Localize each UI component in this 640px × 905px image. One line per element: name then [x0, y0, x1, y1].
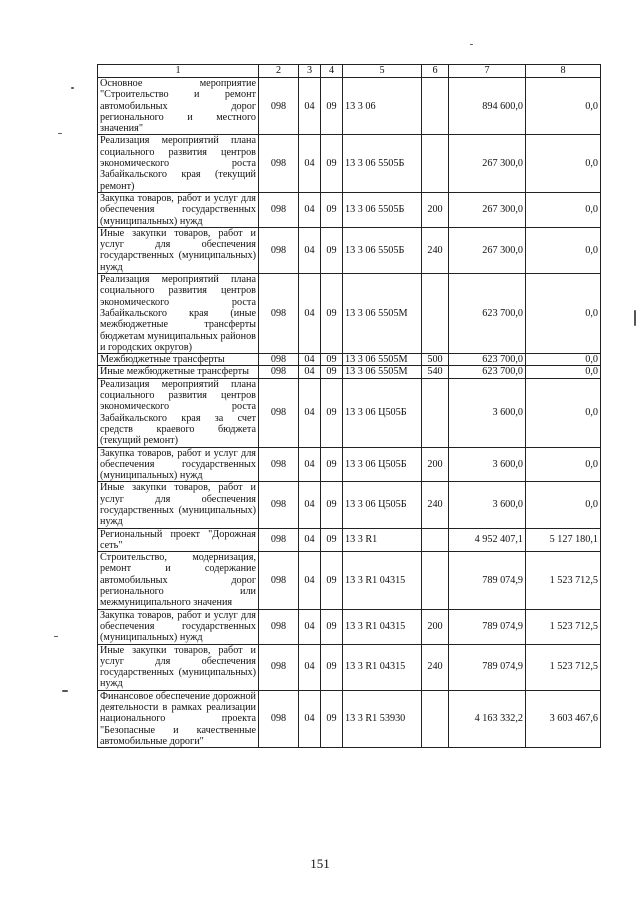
amount-year-2: 0,0: [526, 482, 601, 528]
grbs-code: 098: [259, 354, 299, 366]
expense-type-code: 200: [422, 447, 449, 482]
grbs-code: 098: [259, 192, 299, 227]
row-label: Финансовое обеспечение дорожной деятельности в рамках реализации национального проекта "Безопасные и качественные автомобильные дороги": [98, 690, 259, 747]
table-row: [98, 354, 601, 366]
amount-year-1: 789 074,9: [449, 552, 526, 609]
amount-year-2: 0,0: [526, 274, 601, 354]
table-row: [98, 78, 601, 135]
subsection-code: 09: [321, 274, 343, 354]
scan-mark: [71, 87, 74, 89]
amount-year-2: 1 523 712,5: [526, 644, 601, 690]
grbs-code: 098: [259, 227, 299, 273]
column-header: 3: [299, 65, 321, 78]
column-header: 6: [422, 65, 449, 78]
amount-year-2: 0,0: [526, 192, 601, 227]
target-article-code: 13 3 06 5505М: [343, 354, 422, 366]
amount-year-1: 623 700,0: [449, 354, 526, 366]
amount-year-1: 3 600,0: [449, 447, 526, 482]
table-row: [98, 227, 601, 273]
subsection-code: 09: [321, 354, 343, 366]
target-article-code: 13 3 06 5505М: [343, 366, 422, 378]
budget-table: [97, 64, 601, 748]
amount-year-2: 1 523 712,5: [526, 609, 601, 644]
scan-mark: [62, 690, 68, 692]
expense-type-code: 200: [422, 192, 449, 227]
section-code: 04: [299, 447, 321, 482]
scan-mark: [58, 133, 62, 134]
amount-year-1: 623 700,0: [449, 366, 526, 378]
amount-year-2: 0,0: [526, 78, 601, 135]
table-row: [98, 135, 601, 192]
section-code: 04: [299, 644, 321, 690]
grbs-code: 098: [259, 690, 299, 747]
amount-year-2: 1 523 712,5: [526, 552, 601, 609]
target-article-code: 13 3 06 Ц505Б: [343, 378, 422, 447]
target-article-code: 13 3 06 5505М: [343, 274, 422, 354]
expense-type-code: 240: [422, 227, 449, 273]
section-code: 04: [299, 552, 321, 609]
table-row: [98, 609, 601, 644]
subsection-code: 09: [321, 552, 343, 609]
target-article-code: 13 3 06: [343, 78, 422, 135]
table-row: [98, 552, 601, 609]
amount-year-1: 789 074,9: [449, 609, 526, 644]
amount-year-1: 267 300,0: [449, 135, 526, 192]
expense-type-code: 200: [422, 609, 449, 644]
amount-year-2: 0,0: [526, 378, 601, 447]
expense-type-code: [422, 274, 449, 354]
scan-mark: [470, 44, 473, 45]
column-header: 8: [526, 65, 601, 78]
grbs-code: 098: [259, 366, 299, 378]
subsection-code: 09: [321, 482, 343, 528]
amount-year-1: 623 700,0: [449, 274, 526, 354]
table-row: [98, 378, 601, 447]
target-article-code: 13 3 R1: [343, 528, 422, 552]
row-label: Закупка товаров, работ и услуг для обеспечения государственных (муниципальных) нужд: [98, 609, 259, 644]
subsection-code: 09: [321, 528, 343, 552]
amount-year-1: 267 300,0: [449, 227, 526, 273]
subsection-code: 09: [321, 690, 343, 747]
grbs-code: 098: [259, 552, 299, 609]
amount-year-2: 3 603 467,6: [526, 690, 601, 747]
row-label: Иные закупки товаров, работ и услуг для обеспечения государственных (муниципальных) нужд: [98, 227, 259, 273]
scan-mark: [54, 636, 58, 637]
row-label: Реализация мероприятий плана социального развития центров экономического роста Забайкальского края за счет средств краевого бюджета (текущий ремонт): [98, 378, 259, 447]
subsection-code: 09: [321, 135, 343, 192]
table-row: [98, 274, 601, 354]
amount-year-1: 894 600,0: [449, 78, 526, 135]
subsection-code: 09: [321, 192, 343, 227]
expense-type-code: 240: [422, 482, 449, 528]
table-row: [98, 366, 601, 378]
row-label: Иные межбюджетные трансферты: [98, 366, 259, 378]
row-label: Межбюджетные трансферты: [98, 354, 259, 366]
column-header: 5: [343, 65, 422, 78]
section-code: 04: [299, 78, 321, 135]
amount-year-2: 0,0: [526, 366, 601, 378]
expense-type-code: [422, 135, 449, 192]
target-article-code: 13 3 06 5505Б: [343, 192, 422, 227]
amount-year-2: 0,0: [526, 447, 601, 482]
row-label: Региональный проект "Дорожная сеть": [98, 528, 259, 552]
section-code: 04: [299, 366, 321, 378]
table-row: [98, 482, 601, 528]
section-code: 04: [299, 192, 321, 227]
expense-type-code: [422, 552, 449, 609]
subsection-code: 09: [321, 227, 343, 273]
subsection-code: 09: [321, 644, 343, 690]
target-article-code: 13 3 R1 04315: [343, 609, 422, 644]
grbs-code: 098: [259, 482, 299, 528]
target-article-code: 13 3 R1 53930: [343, 690, 422, 747]
amount-year-1: 267 300,0: [449, 192, 526, 227]
grbs-code: 098: [259, 274, 299, 354]
row-label: Основное мероприятие "Строительство и ремонт автомобильных дорог регионального и местного значения": [98, 78, 259, 135]
table-row: [98, 447, 601, 482]
scan-mark: [634, 310, 636, 326]
section-code: 04: [299, 135, 321, 192]
section-code: 04: [299, 378, 321, 447]
row-label: Закупка товаров, работ и услуг для обеспечения государственных (муниципальных) нужд: [98, 447, 259, 482]
column-header: 1: [98, 65, 259, 78]
amount-year-2: 0,0: [526, 135, 601, 192]
table-header-row: [98, 65, 601, 78]
table-row: [98, 644, 601, 690]
amount-year-1: 4 952 407,1: [449, 528, 526, 552]
expense-type-code: [422, 378, 449, 447]
grbs-code: 098: [259, 378, 299, 447]
subsection-code: 09: [321, 378, 343, 447]
amount-year-1: 3 600,0: [449, 482, 526, 528]
column-header: 2: [259, 65, 299, 78]
row-label: Строительство, модернизация, ремонт и содержание автомобильных дорог регионального или межмуниципального значения: [98, 552, 259, 609]
row-label: Реализация мероприятий плана социального развития центров экономического роста Забайкальского края (текущий ремонт): [98, 135, 259, 192]
target-article-code: 13 3 06 Ц505Б: [343, 447, 422, 482]
target-article-code: 13 3 R1 04315: [343, 552, 422, 609]
column-header: 7: [449, 65, 526, 78]
amount-year-2: 0,0: [526, 354, 601, 366]
row-label: Иные закупки товаров, работ и услуг для обеспечения государственных (муниципальных) нужд: [98, 482, 259, 528]
section-code: 04: [299, 690, 321, 747]
subsection-code: 09: [321, 609, 343, 644]
expense-type-code: 540: [422, 366, 449, 378]
amount-year-1: 789 074,9: [449, 644, 526, 690]
section-code: 04: [299, 528, 321, 552]
section-code: 04: [299, 227, 321, 273]
grbs-code: 098: [259, 528, 299, 552]
column-header: 4: [321, 65, 343, 78]
target-article-code: 13 3 06 Ц505Б: [343, 482, 422, 528]
target-article-code: 13 3 06 5505Б: [343, 227, 422, 273]
grbs-code: 098: [259, 447, 299, 482]
page-number: 151: [310, 856, 330, 871]
grbs-code: 098: [259, 78, 299, 135]
expense-type-code: 500: [422, 354, 449, 366]
section-code: 04: [299, 482, 321, 528]
expense-type-code: 240: [422, 644, 449, 690]
table-row: [98, 528, 601, 552]
grbs-code: 098: [259, 609, 299, 644]
subsection-code: 09: [321, 366, 343, 378]
grbs-code: 098: [259, 644, 299, 690]
section-code: 04: [299, 354, 321, 366]
subsection-code: 09: [321, 78, 343, 135]
row-label: Реализация мероприятий плана социального развития центров экономического роста Забайкальского края (иные межбюджетные трансферты бюджетам муниципальных районов и городских округов): [98, 274, 259, 354]
amount-year-1: 4 163 332,2: [449, 690, 526, 747]
target-article-code: 13 3 06 5505Б: [343, 135, 422, 192]
amount-year-2: 5 127 180,1: [526, 528, 601, 552]
section-code: 04: [299, 609, 321, 644]
row-label: Иные закупки товаров, работ и услуг для обеспечения государственных (муниципальных) нужд: [98, 644, 259, 690]
row-label: Закупка товаров, работ и услуг для обеспечения государственных (муниципальных) нужд: [98, 192, 259, 227]
amount-year-2: 0,0: [526, 227, 601, 273]
section-code: 04: [299, 274, 321, 354]
amount-year-1: 3 600,0: [449, 378, 526, 447]
expense-type-code: [422, 78, 449, 135]
expense-type-code: [422, 690, 449, 747]
subsection-code: 09: [321, 447, 343, 482]
table-row: [98, 690, 601, 747]
target-article-code: 13 3 R1 04315: [343, 644, 422, 690]
expense-type-code: [422, 528, 449, 552]
grbs-code: 098: [259, 135, 299, 192]
table-row: [98, 192, 601, 227]
